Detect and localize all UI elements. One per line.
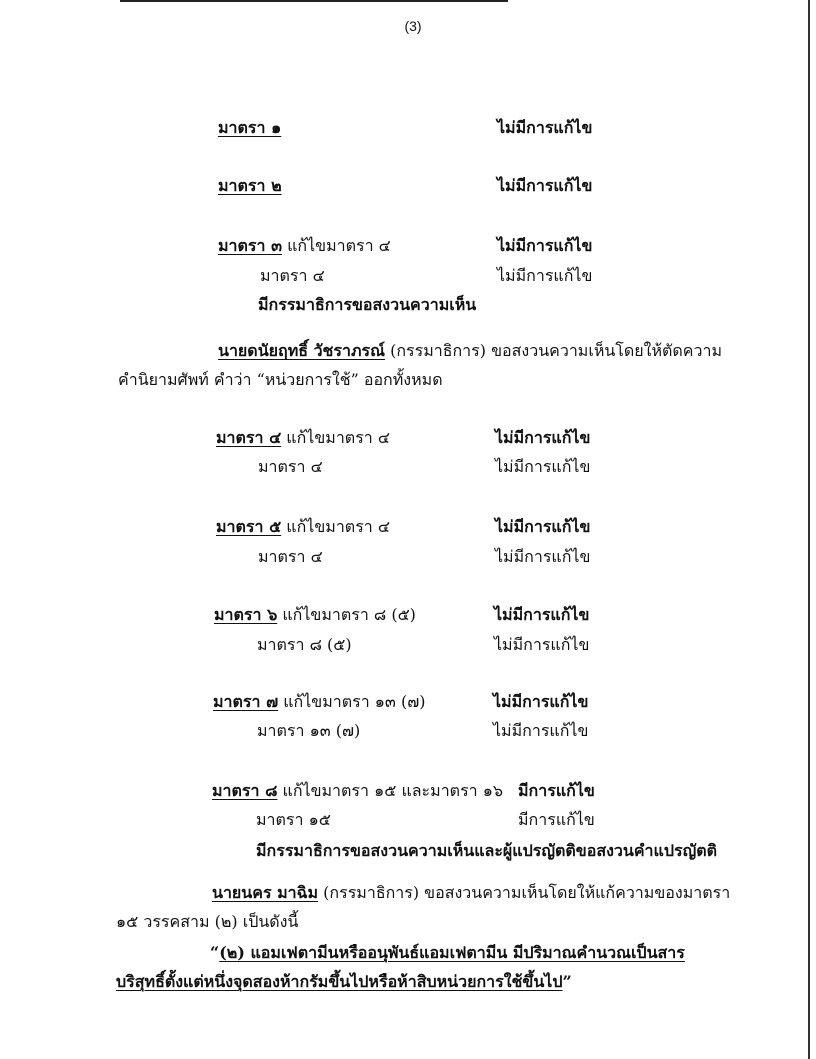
section-row [216, 517, 390, 537]
reservation-note: มีกรรมาธิการขอสงวนความเห็น [258, 295, 477, 314]
right-edge-rule [808, 0, 810, 1059]
reservation-paragraph-line [212, 883, 730, 903]
section-heading: มาตรา ๘ [212, 781, 278, 800]
sub-section-status: ไม่มีการแก้ไข [495, 457, 591, 476]
paragraph-text: ๑๕ วรรคสาม (๒) เป็นดังนี้ [116, 912, 299, 931]
section-heading: มาตรา ๒ [218, 176, 282, 195]
sub-section-label: มาตรา ๑๓ (๗) [257, 721, 361, 740]
section-amend: แก้ไขมาตรา ๔ [286, 517, 390, 536]
sub-section-status: ไม่มีการแก้ไข [497, 266, 593, 285]
section-heading: มาตรา ๑ [218, 118, 282, 137]
section-status: ไม่มีการแก้ไข [494, 605, 590, 624]
section-heading: มาตรา ๔ [216, 428, 282, 447]
section-amend: แก้ไขมาตรา ๔ [286, 428, 390, 447]
section-row [214, 605, 416, 625]
section-row [213, 692, 425, 712]
section-status: ไม่มีการแก้ไข [497, 236, 593, 255]
sub-section-label: มาตรา ๑๕ [256, 810, 331, 829]
paragraph-text: (กรรมาธิการ) ขอสงวนความเห็นโดยให้ตัดความ [384, 341, 723, 360]
section-amend: แก้ไขมาตรา ๑๓ (๗) [283, 692, 426, 711]
section-row [216, 428, 390, 448]
open-quote: “ [210, 943, 220, 962]
section-status: ไม่มีการแก้ไข [495, 517, 591, 536]
sub-section-status: ไม่มีการแก้ไข [493, 721, 589, 740]
section-status: ไม่มีการแก้ไข [495, 428, 591, 447]
section-status: ไม่มีการแก้ไข [497, 176, 593, 195]
section-row [218, 236, 391, 256]
quoted-text: (๒) แอมเฟตามีนหรืออนุพันธ์แอมเฟตามีน มีปริมาณคำนวณเป็นสาร [219, 943, 685, 962]
sub-section-status: ไม่มีการแก้ไข [494, 635, 590, 654]
quoted-amendment-line [210, 943, 685, 963]
member-name: นายนคร มาฉิม [212, 883, 319, 902]
section-row [212, 781, 503, 801]
member-name: นายดนัยฤทธิ์ วัชราภรณ์ [218, 341, 385, 360]
section-status: ไม่มีการแก้ไข [497, 118, 593, 137]
quoted-amendment-line [116, 972, 572, 992]
sub-section-label: มาตรา ๔ [260, 266, 325, 285]
page-number: (3) [404, 18, 422, 34]
section-amend: แก้ไขมาตรา ๔ [287, 236, 391, 255]
paragraph-text: คำนิยามศัพท์ คำว่า “หน่วยการใช้” ออกทั้งหมด [118, 370, 443, 389]
section-heading: มาตรา ๖ [214, 605, 278, 624]
section-row [218, 118, 281, 138]
section-amend: แก้ไขมาตรา ๑๕ และมาตรา ๑๖ [282, 781, 504, 800]
sub-section-status: ไม่มีการแก้ไข [495, 547, 591, 566]
section-status: ไม่มีการแก้ไข [493, 692, 589, 711]
sub-section-label: มาตรา ๘ (๕) [257, 635, 352, 654]
paragraph-text: (กรรมาธิการ) ขอสงวนความเห็นโดยให้แก้ความของมาตรา [318, 883, 731, 902]
top-rule [120, 0, 508, 2]
reservation-paragraph-line [218, 341, 722, 361]
section-row [218, 176, 282, 196]
quoted-text: บริสุทธิ์ตั้งแต่หนึ่งจุดสองห้ากรัมขึ้นไปหรือห้าสิบหน่วยการใช้ขึ้นไป [116, 972, 563, 991]
sub-section-status: มีการแก้ไข [518, 810, 595, 829]
section-heading: มาตรา ๕ [216, 517, 282, 536]
sub-section-label: มาตรา ๔ [258, 457, 323, 476]
section-heading: มาตรา ๗ [213, 692, 279, 711]
sub-section-label: มาตรา ๔ [258, 547, 323, 566]
close-quote: ” [562, 972, 572, 991]
section-heading: มาตรา ๓ [218, 236, 283, 255]
section-amend: แก้ไขมาตรา ๘ (๕) [282, 605, 416, 624]
section-status: มีการแก้ไข [518, 781, 595, 800]
reservation-note: มีกรรมาธิการขอสงวนความเห็นและผู้แปรญัตติขอสงวนคำแปรญัตติ [256, 841, 717, 860]
